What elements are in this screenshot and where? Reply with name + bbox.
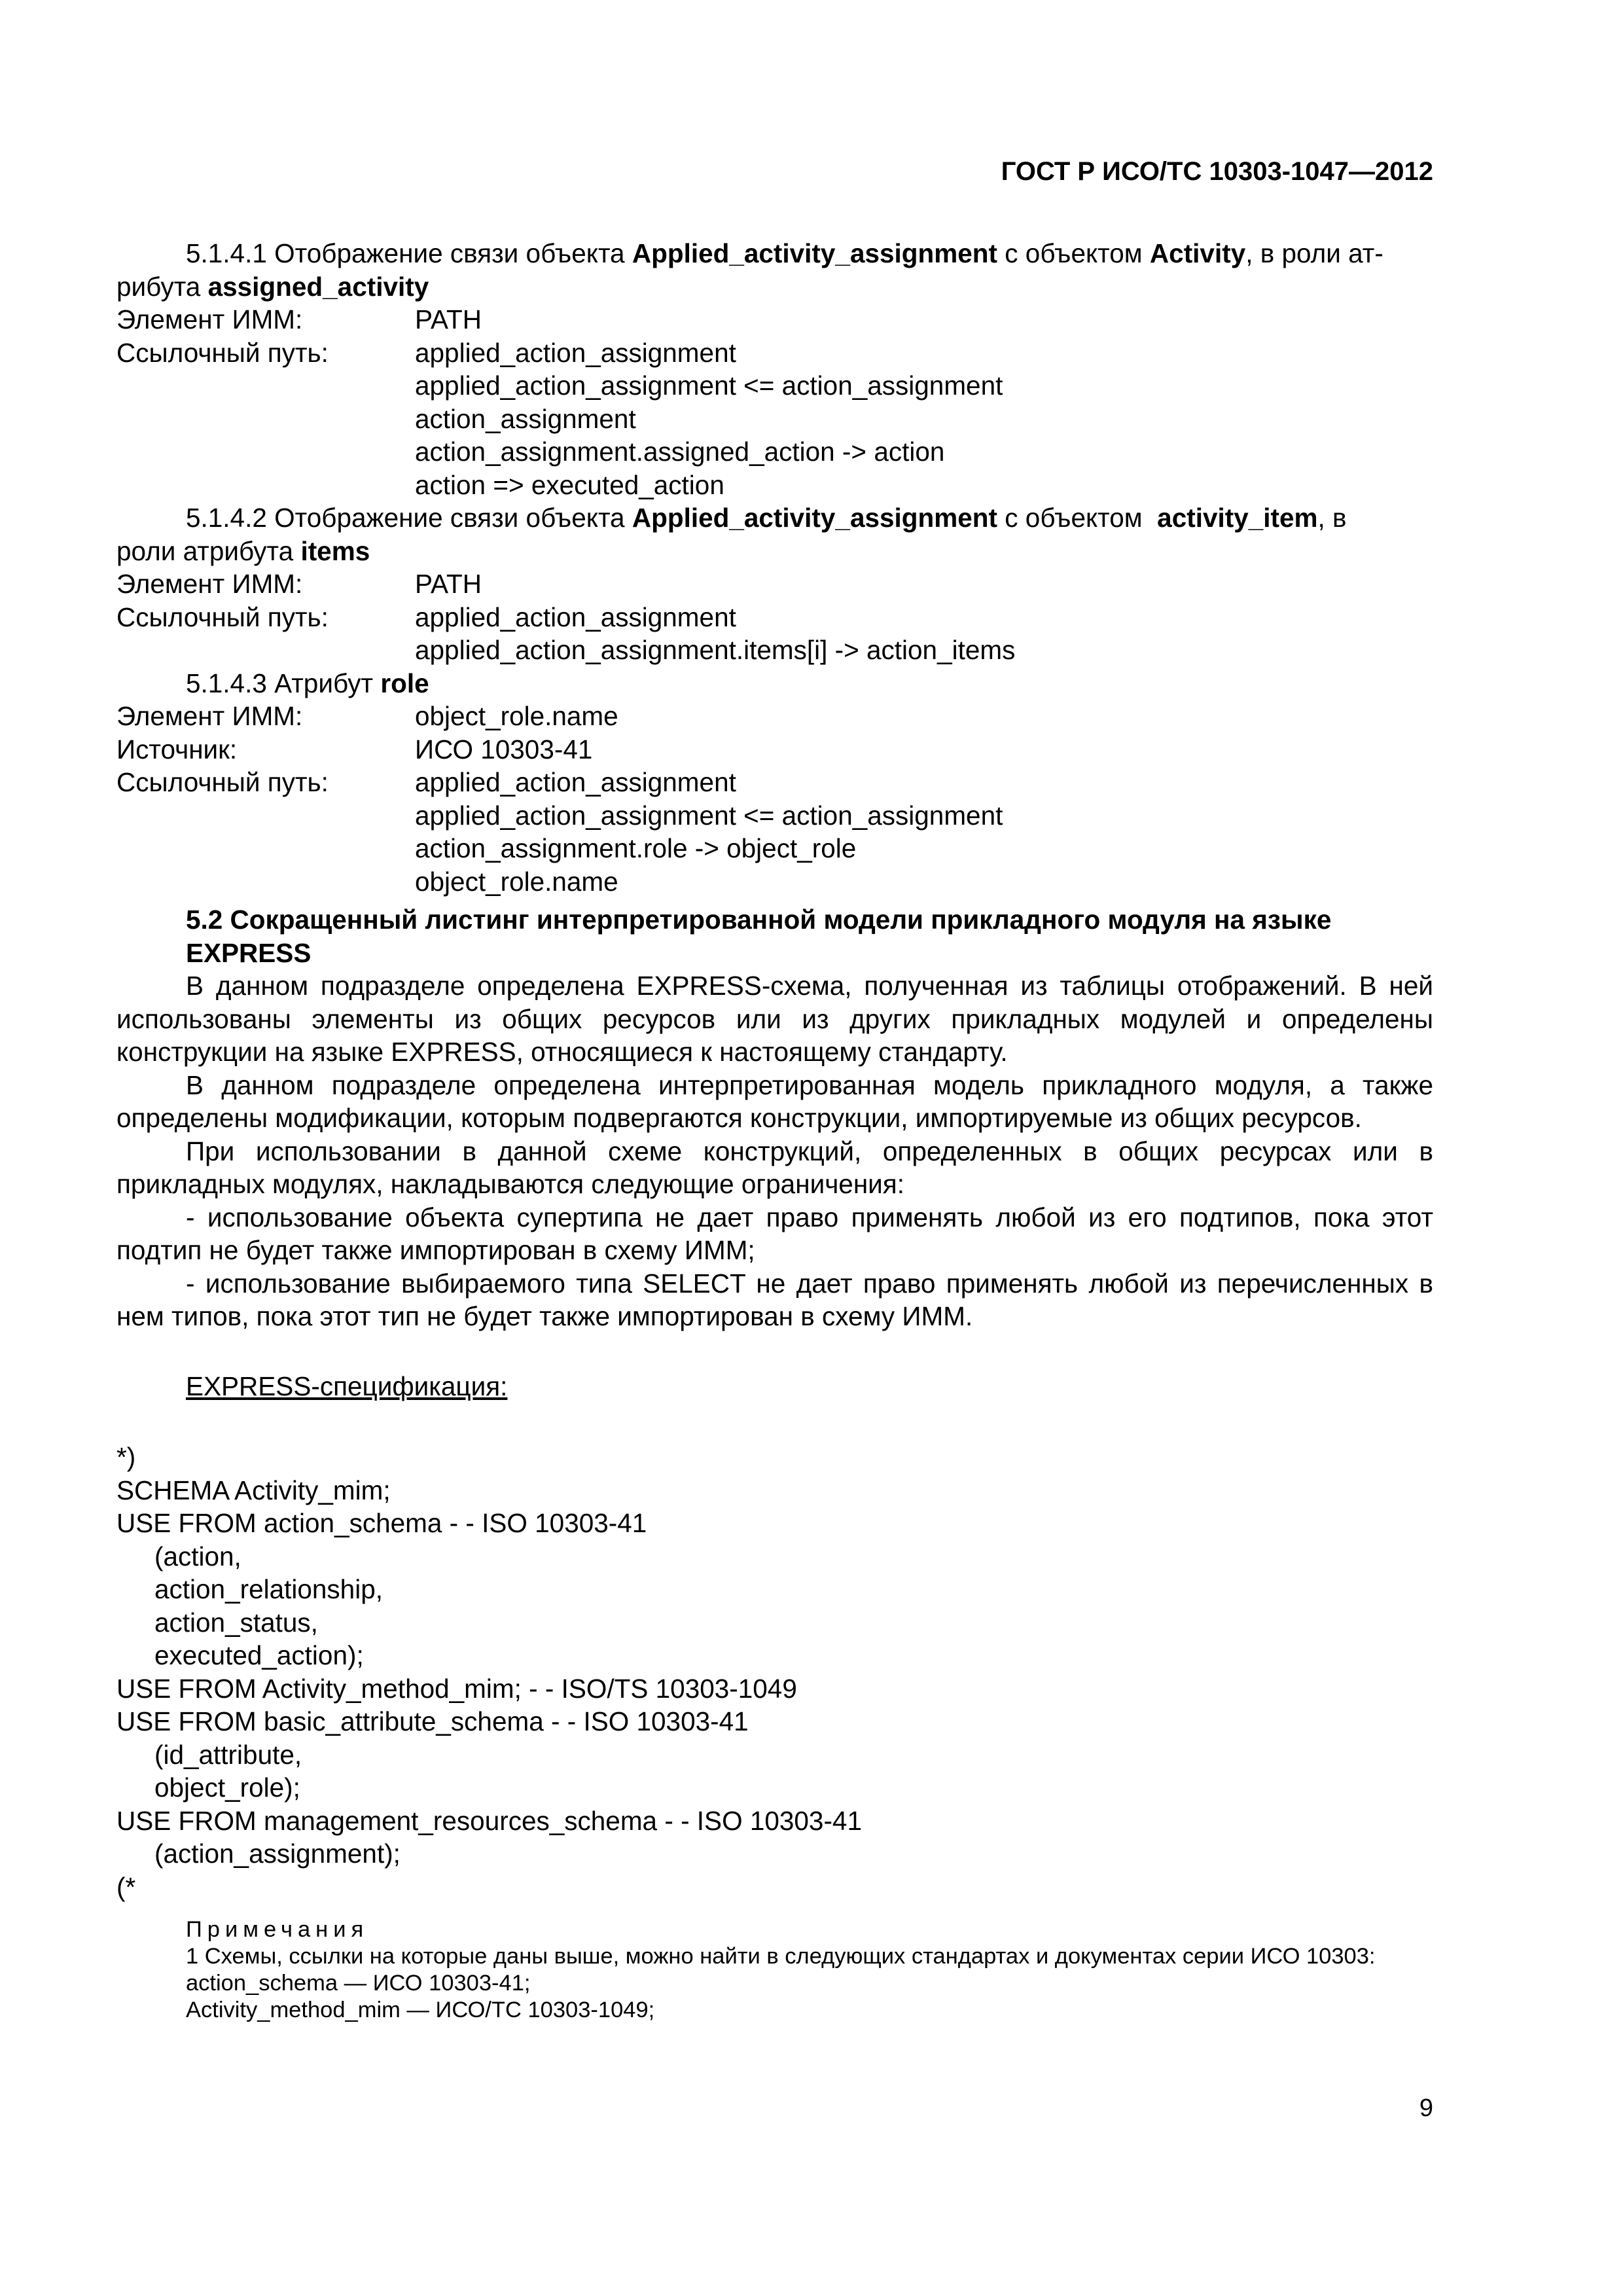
path-line: action_assignment bbox=[415, 403, 636, 434]
path-line: action_assignment.role -> object_role bbox=[415, 833, 857, 863]
path-line: applied_action_assignment bbox=[415, 601, 736, 632]
field-label: Ссылочный путь: bbox=[116, 601, 329, 632]
express-spec-label: EXPRESS-спецификация: bbox=[186, 1371, 508, 1401]
field-value: PATH bbox=[415, 569, 482, 599]
reference-path-row bbox=[116, 766, 1433, 898]
code-line: (action, bbox=[154, 1541, 241, 1571]
field-value: object_role.name bbox=[415, 701, 618, 731]
page-number: 9 bbox=[1419, 2094, 1433, 2122]
page-content bbox=[116, 237, 1433, 2024]
code-line: (id_attribute, bbox=[154, 1739, 302, 1770]
mim-element-row bbox=[116, 303, 1433, 336]
entity-name: Applied_activity_assignment bbox=[632, 503, 998, 533]
field-label: Ссылочный путь: bbox=[116, 337, 329, 368]
section-5-1-4-2-title bbox=[116, 501, 1433, 535]
code-line: *) bbox=[116, 1442, 136, 1472]
code-line: action_status, bbox=[154, 1607, 318, 1638]
field-value: PATH bbox=[415, 304, 482, 334]
section-text: , в bbox=[1317, 503, 1347, 533]
section-text: Атрибут bbox=[274, 668, 374, 698]
field-label: Элемент ИММ: bbox=[116, 569, 303, 599]
reference-path bbox=[415, 766, 1003, 898]
path-line: applied_action_assignment bbox=[415, 767, 736, 797]
code-line: SCHEMA Activity_mim; bbox=[116, 1475, 391, 1505]
source-row bbox=[116, 733, 1433, 766]
code-line: USE FROM management_resources_schema - - ISO 10303-41 bbox=[116, 1805, 862, 1836]
section-text: рибута bbox=[116, 271, 201, 302]
section-text: Отображение связи объекта bbox=[274, 503, 625, 533]
code-line: USE FROM Activity_method_mim; - - ISO/TS 10303-1049 bbox=[116, 1673, 797, 1704]
target-entity: activity_item bbox=[1157, 503, 1318, 533]
section-text: с объектом bbox=[1005, 238, 1143, 268]
reference-path bbox=[415, 601, 1015, 667]
paragraph: При использовании в данной схеме конструкций, определенных в общих ресурсах или в прикладных модулях, накладываются следующие ограничения: bbox=[116, 1136, 1433, 1199]
entity-name: Applied_activity_assignment bbox=[632, 238, 998, 268]
field-label: Элемент ИММ: bbox=[116, 304, 303, 334]
path-line: action => executed_action bbox=[415, 469, 724, 500]
field-value: ИСО 10303-41 bbox=[415, 734, 593, 764]
section-5-1-4-3-title bbox=[116, 667, 1433, 700]
code-line: USE FROM basic_attribute_schema - - ISO 10303-41 bbox=[116, 1706, 749, 1736]
path-line: action_assignment.assigned_action -> action bbox=[415, 437, 945, 467]
path-line: applied_action_assignment.items[i] -> action_items bbox=[415, 635, 1016, 665]
code-line: (* bbox=[116, 1871, 136, 1902]
section-text: с объектом bbox=[1005, 503, 1143, 533]
attribute-name: role bbox=[380, 668, 429, 698]
section-5-1-4-2-title-cont bbox=[116, 535, 1433, 568]
heading-line: 5.2 Сокращенный листинг интерпретированной модели прикладного модуля на языке bbox=[186, 905, 1332, 935]
mim-element-row bbox=[116, 700, 1433, 733]
paragraph: - использование объекта супертипа не дает право применять любой из его подтипов, пока этот подтип не будет также импортирован в схему ИММ; bbox=[116, 1202, 1433, 1265]
express-code-block bbox=[116, 1441, 1433, 1903]
code-line: object_role); bbox=[154, 1772, 300, 1803]
code-line: action_relationship, bbox=[154, 1574, 383, 1604]
section-5-2-heading bbox=[186, 903, 1429, 969]
reference-path bbox=[415, 336, 1003, 502]
note-ref: action_schema — ИСО 10303-41; bbox=[186, 1971, 531, 1996]
notes-block bbox=[116, 1916, 1433, 2024]
section-text: Отображение связи объекта bbox=[274, 238, 625, 268]
section-number: 5.1.4.3 bbox=[186, 668, 267, 698]
attribute-name: assigned_activity bbox=[207, 271, 429, 302]
note-ref: Activity_method_mim — ИСО/ТС 10303-1049; bbox=[186, 1998, 655, 2022]
path-line: applied_action_assignment <= action_assignment bbox=[415, 800, 1003, 831]
target-entity: Activity bbox=[1149, 238, 1246, 268]
code-line: (action_assignment); bbox=[154, 1839, 401, 1869]
field-label: Источник: bbox=[116, 734, 238, 764]
note-item: 1 Схемы, ссылки на которые даны выше, можно найти в следующих стандартах и документах серии ИСО 10303: bbox=[186, 1944, 1376, 1969]
paragraph: В данном подразделе определена интерпретированная модель прикладного модуля, а также определены модификации, которым подвергаются конструкции, импортируемые из общих ресурсов. bbox=[116, 1069, 1433, 1133]
section-5-1-4-1-title-cont bbox=[116, 270, 1433, 304]
path-line: applied_action_assignment bbox=[415, 337, 736, 368]
section-number: 5.1.4.2 bbox=[186, 503, 267, 533]
attribute-name: items bbox=[300, 535, 370, 566]
field-label: Элемент ИММ: bbox=[116, 701, 303, 731]
path-line: applied_action_assignment <= action_assignment bbox=[415, 370, 1003, 401]
section-text: роли атрибута bbox=[116, 535, 294, 566]
mim-element-row bbox=[116, 567, 1433, 601]
section-number: 5.1.4.1 bbox=[186, 238, 267, 268]
field-label: Ссылочный путь: bbox=[116, 767, 329, 797]
section-text: , в роли ат- bbox=[1245, 238, 1383, 268]
paragraph: - использование выбираемого типа SELECT не дает право применять любой из перечисленных в нем типов, пока этот тип не будет также импортирован в схему ИММ. bbox=[116, 1268, 1433, 1331]
code-line: USE FROM action_schema - - ISO 10303-41 bbox=[116, 1508, 647, 1538]
heading-line: EXPRESS bbox=[186, 937, 312, 968]
reference-path-row bbox=[116, 601, 1433, 667]
document-header: ГОСТ Р ИСО/ТС 10303-1047—2012 bbox=[1001, 157, 1433, 186]
section-5-1-4-1-title bbox=[116, 237, 1433, 270]
reference-path-row bbox=[116, 336, 1433, 502]
paragraph: В данном подразделе определена EXPRESS-схема, полученная из таблицы отображений. В ней использованы элементы из общих ресурсов или из других прикладных модулей и определены конструкции на языке EXPRESS, относящиеся к настоящему стандарту. bbox=[116, 971, 1433, 1067]
notes-title: Примечания bbox=[186, 1917, 369, 1942]
code-line: executed_action); bbox=[154, 1640, 364, 1670]
path-line: object_role.name bbox=[415, 866, 618, 897]
